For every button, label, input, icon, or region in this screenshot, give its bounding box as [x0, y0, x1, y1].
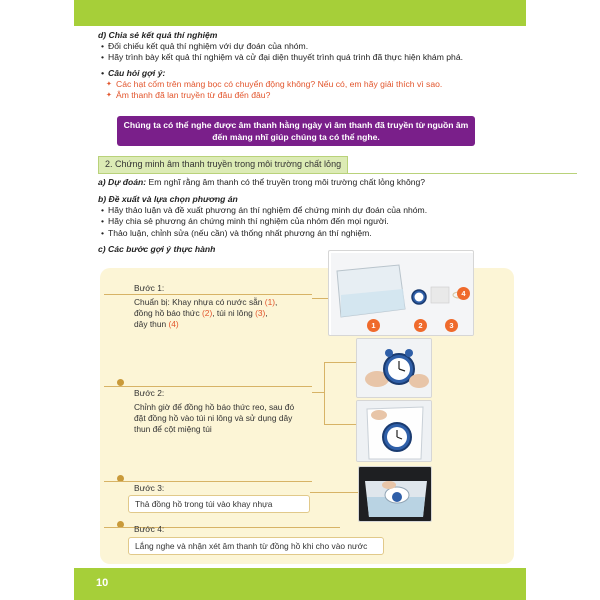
ref-2: (2) [202, 307, 213, 318]
question-title: • Câu hỏi gợi ý: [98, 68, 518, 79]
tray-water-icon [359, 467, 432, 522]
section-b-bullet: • Hãy thảo luận và đề xuất phương án thí nghiệm để chứng minh dự đoán của nhóm. [98, 205, 518, 216]
section-b-bullet: • Thảo luận, chỉnh sửa (nếu cần) và thống nhất phương án thí nghiệm. [98, 228, 518, 239]
connector-line [312, 392, 324, 393]
prediction-label: a) Dự đoán: [98, 177, 147, 187]
step-3-title: Bước 3: [134, 483, 165, 493]
page-number: 10 [96, 577, 109, 589]
badge-4: 4 [457, 287, 470, 300]
prediction-text: Em nghĩ rằng âm thanh có thể truyền trong môi trường chất lỏng không? [146, 177, 426, 187]
step-2-line: Chỉnh giờ để đồng hồ báo thức reo, sau đó [134, 402, 295, 412]
section-d-bullet: • Đối chiếu kết quả thí nghiệm với dự đoán của nhóm. [98, 41, 518, 52]
photo-clock-in-bag [356, 400, 432, 462]
section-d-bullet: • Hãy trình bày kết quả thí nghiệm và cử đại diện thuyết trình quá trình đã thực hiện khám phá. [98, 52, 518, 63]
step-2-title: Bước 2: [134, 388, 165, 398]
text-span: Chuẩn bị: Khay nhựa có nước sẵn [134, 297, 265, 307]
section-2-heading: 2. Chứng minh âm thanh truyền trong môi trường chất lỏng [98, 156, 348, 174]
divider [104, 386, 312, 387]
divider [104, 294, 312, 295]
step-1-text [134, 297, 310, 330]
section-b-bullet: • Hãy chia sẻ phương án chứng minh thí nghiệm của nhóm đến mọi người. [98, 216, 518, 227]
step-1-box [104, 280, 312, 330]
top-header-bar [74, 0, 526, 26]
step-dot [117, 379, 124, 386]
connector-line [324, 362, 356, 363]
section-2-a [98, 177, 518, 188]
question-item: ✦ Âm thanh đã lan truyền từ đâu đến đâu? [104, 90, 518, 101]
question-item: ✦ Các hạt cốm trên màng bọc có chuyển động không? Nếu có, em hãy giải thích vì sao. [104, 79, 518, 90]
photo-set-clock [356, 338, 432, 398]
badge-1: 1 [367, 319, 380, 332]
section-2-b [98, 194, 518, 239]
section-b-title: b) Đề xuất và lựa chọn phương án [98, 194, 238, 204]
step-1-title: Bước 1: [134, 283, 165, 293]
step-2-line: thun để cột miệng túi [134, 423, 212, 434]
connector-line [310, 492, 358, 493]
conclusion-line: đến màng nhĩ giúp chúng ta có thể nghe. [212, 131, 380, 142]
text-span: dây thun [134, 318, 169, 329]
connector-line [324, 362, 325, 424]
section-c-title: c) Các bước gợi ý thực hành [98, 244, 216, 254]
photo-materials [328, 250, 474, 336]
step-3-box [128, 495, 310, 513]
text-span: , [275, 297, 278, 307]
section-d-title: d) Chia sẻ kết quả thí nghiệm [98, 30, 218, 40]
badge-2: 2 [414, 319, 427, 332]
step-4-box [128, 537, 384, 555]
ref-3: (3) [255, 307, 266, 318]
text-span: , [265, 307, 268, 318]
ref-4: (4) [168, 318, 179, 329]
conclusion-box [117, 116, 475, 146]
bottom-footer-bar [74, 568, 526, 600]
badge-3: 3 [445, 319, 458, 332]
step-3-text: Thả đồng hồ trong túi vào khay nhựa [135, 499, 273, 509]
section-d [98, 30, 518, 101]
connector-line [312, 298, 328, 299]
ref-1: (1) [264, 297, 276, 307]
divider [104, 481, 312, 482]
text-span: đồng hồ báo thức [134, 307, 203, 318]
step-2-line: đặt đồng hồ vào túi ni lông và sử dụng dây [134, 412, 293, 423]
bagged-clock-icon [357, 401, 432, 462]
text-span: , túi ni lông [212, 307, 256, 318]
alarm-clock-icon [357, 339, 432, 398]
conclusion-line: Chúng ta có thể nghe được âm thanh hằng ngày vì âm thanh đã truyền từ nguồn âm [123, 120, 469, 130]
step-4-title: Bước 4: [134, 524, 165, 534]
photo-bag-in-tray [358, 466, 432, 522]
step-4-text: Lắng nghe và nhận xét âm thanh từ đồng hồ khi cho vào nước [135, 541, 368, 551]
step-2-text [134, 402, 314, 435]
connector-line [324, 424, 356, 425]
